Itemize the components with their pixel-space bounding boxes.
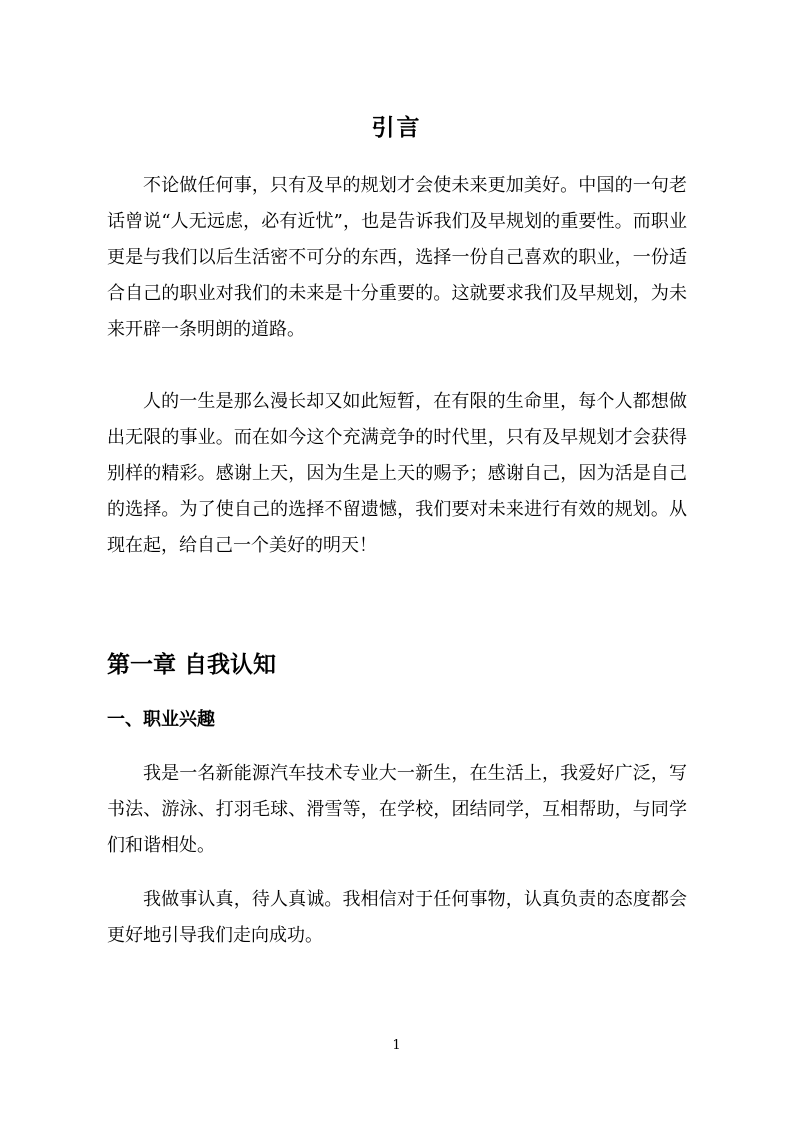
chapter-heading: 第一章 自我认知	[107, 652, 277, 678]
page-number: 1	[392, 1038, 401, 1053]
intro-paragraph-2: 人的一生是那么漫长却又如此短暂，在有限的生命里，每个人都想做出无限的事业。而在如今这个充满竞争的时代里，只有及早规划才会获得别样的精彩。感谢上天，因为生是上天的赐予；感谢自己，因为活是自己的选择。为了使自己的选择不留遗憾，我们要对未来进行有效的规划。从现在起，给自己一个美好的明天！	[107, 391, 687, 556]
intro-title: 引言	[371, 115, 422, 141]
intro-paragraph-1: 不论做任何事，只有及早的规划才会使未来更加美好。中国的一句老话曾说“人无远虑，必有近忧”，也是告诉我们及早规划的重要性。而职业更是与我们以后生活密不可分的东西，选择一份自己喜欢的职业，一份适合自己的职业对我们的未来是十分重要的。这就要求我们及早规划，为未来开辟一条明朗的道路。	[107, 175, 687, 340]
section-heading: 一、职业兴趣	[107, 709, 215, 730]
section-paragraph-2: 我做事认真，待人真诚。我相信对于任何事物，认真负责的态度都会更好地引导我们走向成功。	[107, 889, 687, 946]
section-paragraph-1: 我是一名新能源汽车技术专业大一新生，在生活上，我爱好广泛，写书法、游泳、打羽毛球、滑雪等，在学校，团结同学，互相帮助，与同学们和谐相处。	[107, 763, 687, 856]
